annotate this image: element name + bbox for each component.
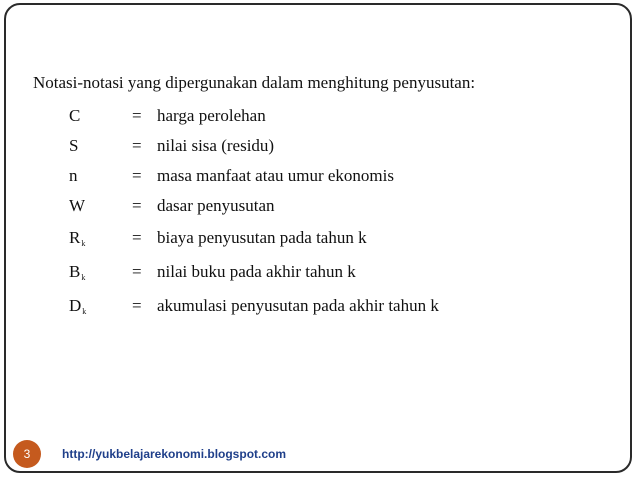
notation-row-bk: [0, 262, 620, 284]
notation-row-w: [0, 196, 620, 218]
notation-definition: nilai sisa (residu): [157, 136, 275, 155]
notation-symbol: [69, 296, 86, 316]
symbol-letter: C: [69, 106, 81, 125]
symbol-subscript: k: [81, 239, 86, 248]
notation-symbol: [69, 196, 85, 216]
notation-row-n: [0, 166, 620, 188]
symbol-letter: S: [69, 136, 79, 155]
notation-definition: akumulasi penyusutan pada akhir tahun k: [157, 296, 439, 315]
notation-row-s: [0, 136, 620, 158]
notation-symbol: [69, 166, 78, 186]
slide-heading: Notasi-notasi yang dipergunakan dalam menghitung penyusutan:: [33, 73, 476, 92]
symbol-letter: R: [69, 228, 81, 247]
equals-sign: =: [132, 196, 142, 215]
symbol-subscript: k: [81, 273, 86, 282]
page-number-badge: 3: [13, 440, 41, 468]
notation-symbol: [69, 262, 85, 282]
equals-sign: =: [132, 296, 142, 315]
notation-definition: nilai buku pada akhir tahun k: [157, 262, 356, 281]
footer-url[interactable]: http://yukbelajarekonomi.blogspot.com: [62, 447, 287, 461]
notation-row-rk: [0, 228, 620, 250]
notation-row-dk: [0, 296, 620, 318]
notation-symbol: [69, 136, 78, 156]
equals-sign: =: [132, 262, 142, 281]
equals-sign: =: [132, 166, 142, 185]
notation-definition: harga perolehan: [157, 106, 266, 125]
symbol-subscript: k: [82, 307, 87, 316]
notation-definition: masa manfaat atau umur ekonomis: [157, 166, 394, 185]
equals-sign: =: [132, 136, 142, 155]
equals-sign: =: [132, 228, 142, 247]
symbol-letter: D: [69, 296, 82, 315]
notation-symbol: [69, 106, 80, 126]
symbol-letter: n: [69, 166, 78, 185]
notation-symbol: [69, 228, 85, 248]
notation-row-c: [0, 106, 620, 128]
symbol-letter: W: [69, 196, 86, 215]
notation-definition: dasar penyusutan: [157, 196, 275, 215]
equals-sign: =: [132, 106, 142, 125]
notation-definition: biaya penyusutan pada tahun k: [157, 228, 367, 247]
symbol-letter: B: [69, 262, 81, 281]
